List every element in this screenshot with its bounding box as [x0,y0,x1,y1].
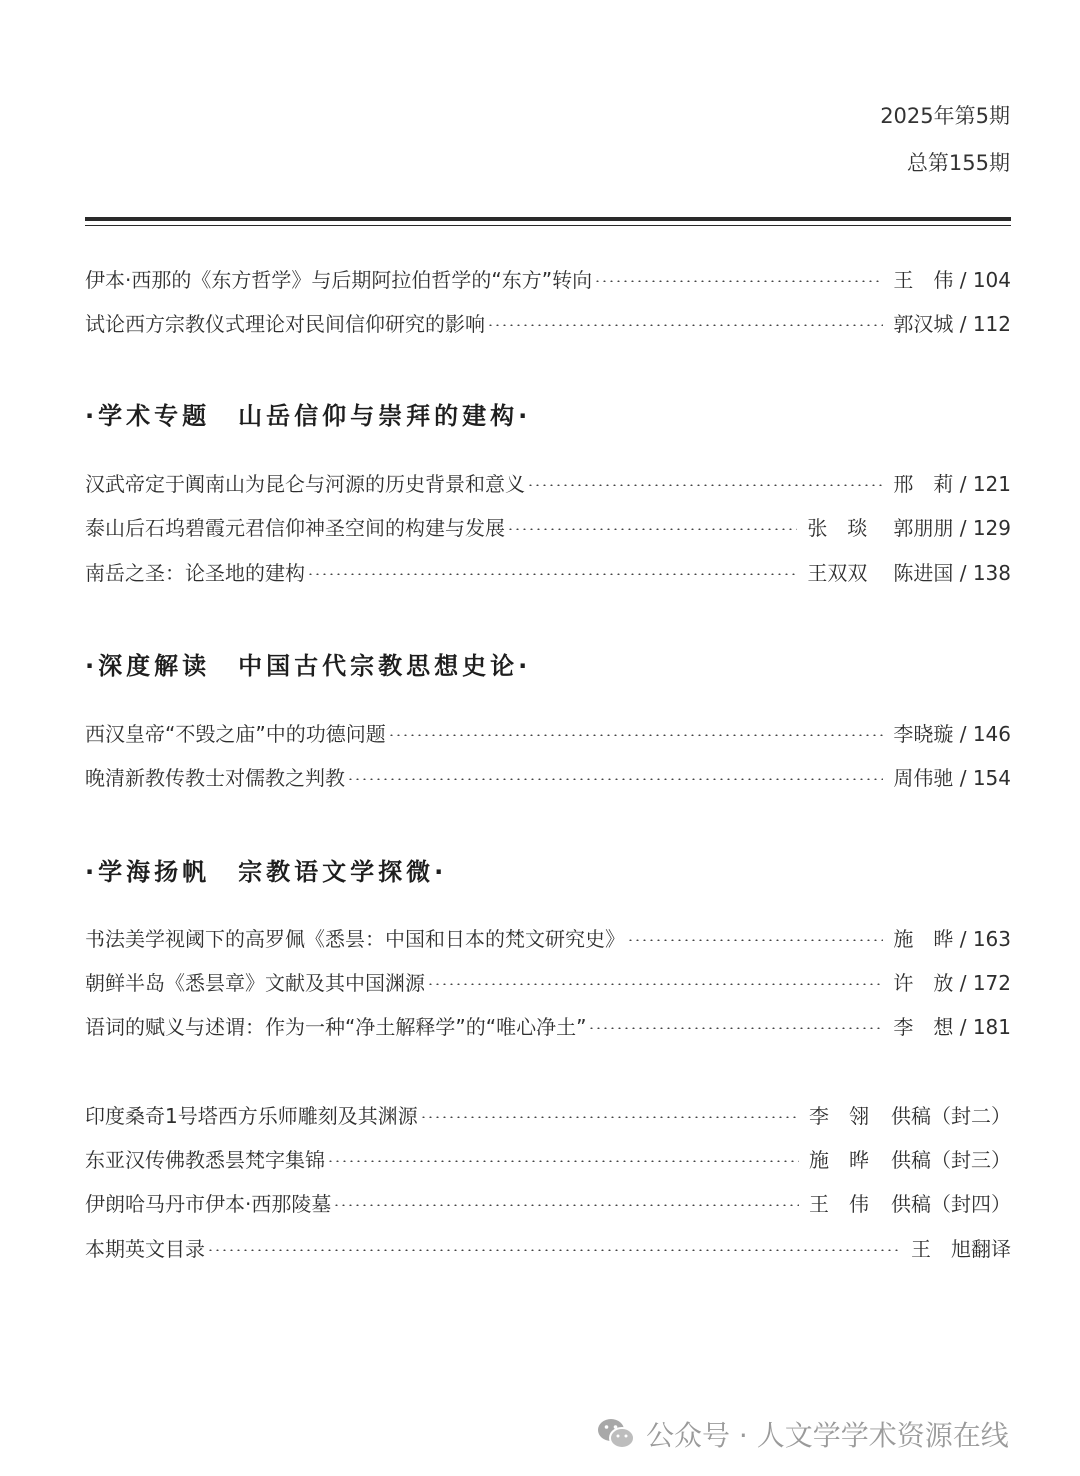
leader-dots [347,778,883,780]
toc-entry[interactable] [85,510,1011,542]
section-heading: ·学海扬帆 宗教语文学探微· [85,858,448,886]
entry-author: 李晓璇 / 146 [893,721,1011,746]
entry-author: 李 想 / 181 [893,1014,1011,1039]
section-heading: ·学术专题 山岳信仰与崇拜的建构· [85,402,532,430]
leader-dots [594,280,883,282]
entry-title: 西汉皇帝“不毁之庙”中的功德问题 [85,721,386,746]
leader-dots [427,983,883,985]
cover-title: 伊朗哈马丹市伊本·西那陵墓 [85,1191,332,1216]
cover-credit-entry[interactable] [85,1142,1011,1174]
leader-dots [527,484,883,486]
section-heading: ·深度解读 中国古代宗教思想史论· [85,652,532,680]
entry-title: 书法美学视阈下的高罗佩《悉昙：中国和日本的梵文研究史》 [85,926,625,951]
leader-dots [307,573,797,575]
entry-author: 许 放 / 172 [893,970,1011,995]
entry-author: 施 晔 / 163 [893,926,1011,951]
entry-author: 郭朋朋 / 129 [893,515,1011,540]
leader-dots [327,1160,799,1162]
leader-dots [588,1027,883,1029]
cover-title: 印度桑奇1号塔西方乐师雕刻及其渊源 [85,1103,418,1128]
toc-entry[interactable] [85,466,1011,498]
entry-author: 王 伟 / 104 [893,267,1011,292]
entry-author: 郭汉城 / 112 [893,311,1011,336]
leader-dots [333,1204,799,1206]
entry-title: 泰山后石坞碧霞元君信仰神圣空间的构建与发展 [85,515,505,540]
toc-entry[interactable] [85,965,1011,997]
leader-dots [627,939,883,941]
leader-dots [420,1116,799,1118]
cover-author: 施 晔 [809,1147,869,1172]
wechat-icon [596,1417,636,1451]
entry-title: 晚清新教传教士对儒教之判教 [85,765,345,790]
cover-author: 李 翎 [809,1103,869,1128]
toc-entry[interactable] [85,716,1011,748]
entry-author: 邢 莉 / 121 [893,471,1011,496]
english-toc-entry[interactable] [85,1231,1011,1263]
toc-entry[interactable] [85,306,1011,338]
english-toc-title: 本期英文目录 [85,1236,205,1261]
leader-dots [207,1249,901,1251]
leader-dots [487,324,883,326]
leader-dots [507,528,797,530]
entry-title: 朝鲜半岛《悉昙章》文献及其中国渊源 [85,970,425,995]
toc-entry[interactable] [85,262,1011,294]
cover-credit-entry[interactable] [85,1098,1011,1130]
cover-title: 东亚汉传佛教悉昙梵字集锦 [85,1147,325,1172]
entry-coauthor: 张 琰 [807,515,868,540]
cover-credit: 供稿（封二） [891,1103,1011,1128]
toc-entry[interactable] [85,760,1011,792]
cover-author: 王 伟 [809,1191,869,1216]
toc-entry[interactable] [85,921,1011,953]
issue-number: 2025年第5期 [880,104,1010,128]
leader-dots [388,734,884,736]
entry-title: 伊本·西那的《东方哲学》与后期阿拉伯哲学的“东方”转向 [85,267,593,292]
total-issue-number: 总第155期 [906,151,1010,175]
entry-title: 汉武帝定于阗南山为昆仑与河源的历史背景和意义 [85,471,525,496]
entry-author: 陈进国 / 138 [893,560,1011,585]
toc-entry[interactable] [85,1009,1011,1041]
entry-title: 南岳之圣：论圣地的建构 [85,560,305,585]
watermark [596,1416,1009,1452]
cover-credit: 供稿（封三） [891,1147,1011,1172]
cover-credit: 供稿（封四） [891,1191,1011,1216]
toc-entry[interactable] [85,555,1011,587]
cover-credit-entry[interactable] [85,1186,1011,1218]
watermark-text: 公众号 · 人文学学术资源在线 [646,1419,1009,1452]
entry-title: 试论西方宗教仪式理论对民间信仰研究的影响 [85,311,485,336]
header-rule [85,217,1011,221]
entry-title: 语词的赋义与述谓：作为一种“净土解释学”的“唯心净土” [85,1014,587,1039]
translator-credit: 王 旭翻译 [911,1236,1011,1261]
entry-author: 周伟驰 / 154 [893,765,1011,790]
entry-coauthor: 王双双 [807,560,868,585]
